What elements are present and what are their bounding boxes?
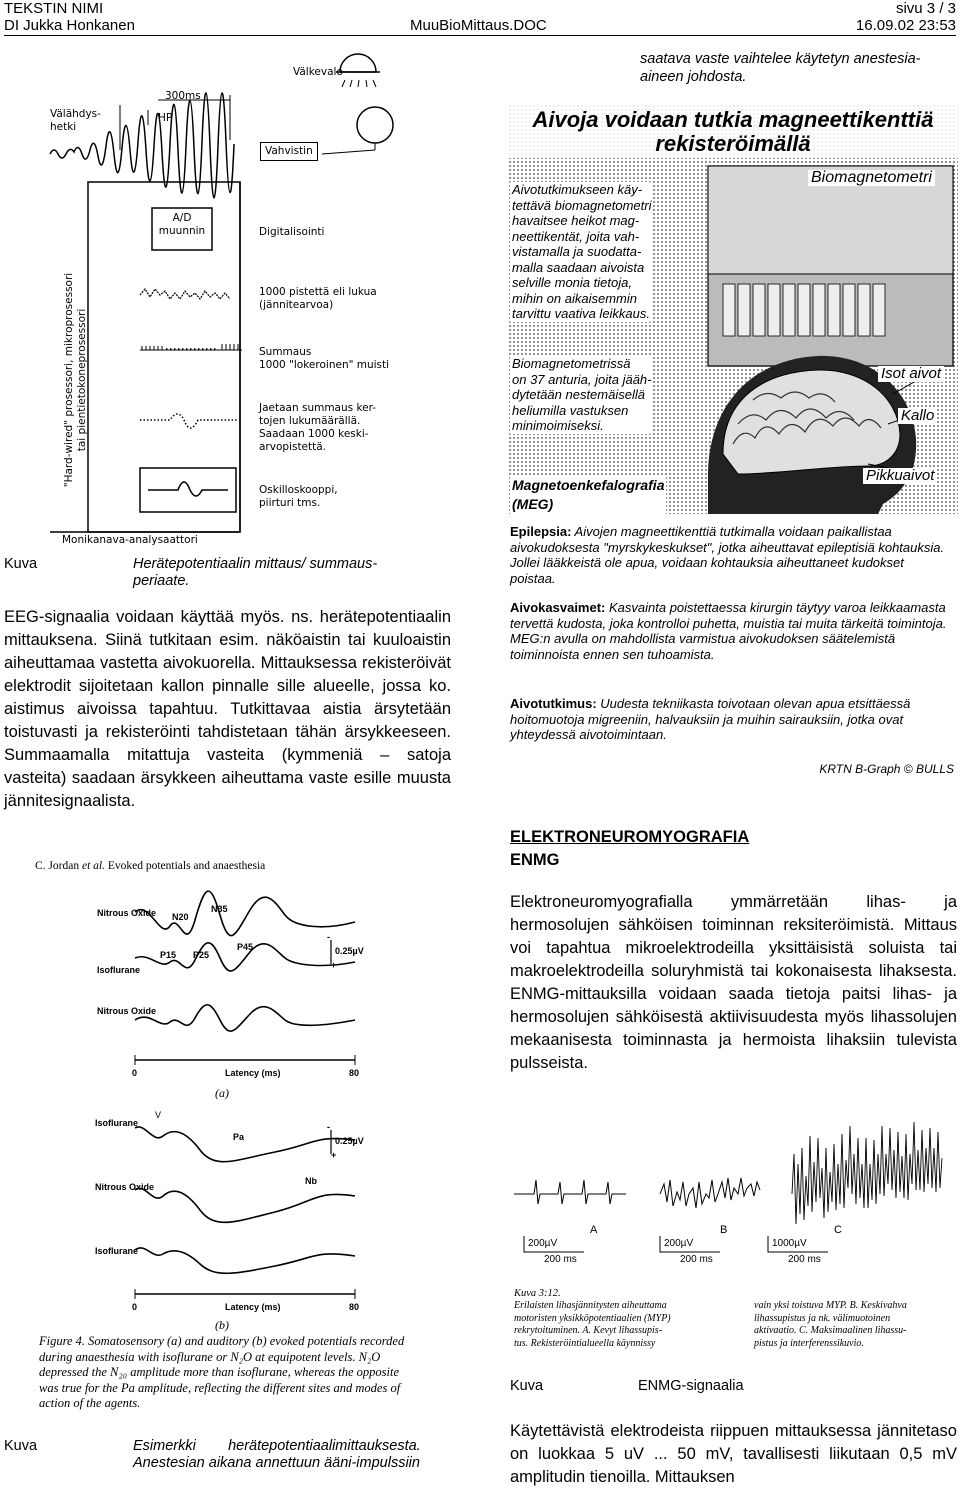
meg-credit: KRTN B-Graph © BULLS bbox=[819, 762, 954, 776]
caption3-text: ENMG-signaalia bbox=[638, 1378, 744, 1394]
peak-n35: N35 bbox=[211, 904, 228, 914]
peak-p15: P15 bbox=[160, 950, 177, 960]
header-rule bbox=[4, 35, 956, 36]
pikkuaivot-label: Pikkuaivot bbox=[863, 468, 937, 484]
kallo-label: Kallo bbox=[898, 408, 937, 424]
a-x0: 0 bbox=[132, 1068, 138, 1078]
peak-p45: P45 bbox=[237, 942, 254, 952]
division-label: Jaetaan summaus ker- tojen lukumäärällä. Saadaan 1000 keski- arvopistettä. bbox=[259, 402, 377, 453]
b-label-2: Nitrous Oxide bbox=[95, 1182, 155, 1192]
emg-caption-right: vain yksi toistuva MYP. B. Keskivahva lihassupistus ja nk. välimuotoinen aktivaatio. C. Maksimaalinen lihassu- pistus ja interferenssikuvio. bbox=[754, 1300, 907, 1349]
b-tag: (b) bbox=[215, 1318, 229, 1332]
enmg-paragraph: Elektroneuromyografialla ymmärretään lihas- ja hermosolujen sähköisen toiminnan reksiteröimistä. Mittaus voi tapahtua mikroelektrodeilla yksittäisistä soluista tai makroelektrodeilla soluryhmistä tai kokonaisesta lihaksesta. ENMG-mittauksilla voidaan saada tietoja paitsi lihas- ja hermosolujen sähköisestä aktiivisuudesta myös lihassolujen mekaanisesta toiminnasta ja hermoista lihaksiin tulevista pulsseista. bbox=[510, 893, 957, 1072]
eeg-paragraph: EEG-signaalia voidaan käyttää myös. ns. herätepotentiaalin mittauksena. Siinä tutkitaan esim. näköaistin tai kuuloaistin aiheuttamaa vastetta aivokuorella. Mittauksessa rekisteröivät elektrodit sijoitetaan kallon pinnalle sille alueelle, jossa ko. aistimus aivoissa tapahtuu. Tutkittavaa aistia ärsytetään toistuvasti ja rekisteröinti tahdistetaan tähän ärsykkeeseen. Summaamalla mitattuja vasteita (kymmeniä – satoja vasteita) saadaan ärsykkeen aiheuttama vaste esille muusta jännitesignaalista. bbox=[4, 608, 451, 810]
b-minus: - bbox=[327, 1122, 330, 1132]
meg-infographic bbox=[508, 104, 958, 776]
meg-research: Aivotutkimus: Uudesta tekniikasta toivotaan olevan apua etsittäessä hoitomuotoja migreeniin, halvauksiin ja muihin sairauksiin, jotka ovat yhteydessä aivotoimintaan. bbox=[510, 696, 911, 742]
stimulus-time-label: Välähdys- hetki bbox=[50, 108, 101, 133]
emg-caption-title: Kuva 3:12. bbox=[514, 1288, 561, 1299]
a-plus: + bbox=[331, 960, 337, 970]
emg-a-label: A bbox=[590, 1224, 598, 1236]
meg-heading: Magnetoenkefalografia (MEG) bbox=[512, 477, 665, 512]
hp-label: HP bbox=[158, 112, 173, 124]
bottom-right-paragraph: Käytettävistä elektrodeista riippuen mittauksessa jännitetaso on luokkaa 5 uV ... 50 mV, tavallisesti liikutaan 0,5 mV amplitudin tienoilla. Mittauksen bbox=[510, 1422, 957, 1486]
b-plus: + bbox=[331, 1150, 337, 1160]
caption1-kuva: Kuva bbox=[4, 556, 38, 572]
journal-header: C. Jordan et al. Evoked potentials and anaesthesia bbox=[35, 860, 266, 872]
emg-b-time: 200 ms bbox=[680, 1254, 713, 1265]
meg-title: Aivoja voidaan tutkia magneettikenttiä rekisteröimällä bbox=[532, 107, 934, 156]
emg-a-time: 200 ms bbox=[544, 1254, 577, 1265]
ad-converter-label: A/D muunnin bbox=[158, 212, 206, 237]
meg-paragraph-2: Biomagnetometrissä on 37 anturia, joita jääh- dytetään nestemäisellä heliumilla vastuksen minimoimiseksi. bbox=[512, 356, 652, 433]
caption1-text: Herätepotentiaalin mittaus/ summaus- periaate. bbox=[133, 556, 378, 589]
doc-title: TEKSTIN NIMI bbox=[4, 0, 104, 17]
b-x80: 80 bbox=[349, 1302, 360, 1312]
emg-caption-left: Erilaisten lihasjännitysten aiheuttama motoristen yksikköpotentiaalien (MYP) rekrytoituminen. A. Kevyt lihassupis- tus. Rekisteröintialueella käynnissy bbox=[514, 1300, 671, 1349]
emg-traces bbox=[510, 1120, 955, 1265]
peak-nb: Nb bbox=[305, 1176, 317, 1186]
emg-c-label: C bbox=[834, 1224, 842, 1236]
summation-label: Summaus 1000 "lokeroinen" muisti bbox=[259, 346, 390, 371]
b-scale: 0.25µV bbox=[335, 1136, 364, 1146]
multichannel-analyzer-label: Monikanava-analysaattori bbox=[62, 534, 198, 546]
a-label-2: Isoflurane bbox=[97, 965, 141, 975]
a-x80: 80 bbox=[349, 1068, 360, 1078]
peak-pa: Pa bbox=[233, 1132, 245, 1142]
doc-datetime: 16.09.02 23:53 bbox=[855, 17, 956, 34]
emg-c-time: 200 ms bbox=[788, 1254, 821, 1265]
caption2-kuva: Kuva bbox=[4, 1438, 38, 1454]
b-xlabel: Latency (ms) bbox=[225, 1302, 281, 1312]
oscilloscope-label: Oskilloskooppi, piirturi tms. bbox=[259, 484, 338, 509]
emg-c-scale: 1000µV bbox=[772, 1238, 807, 1249]
biomagnetometer-label: Biomagnetometri bbox=[808, 170, 935, 186]
emg-b-scale: 200µV bbox=[664, 1238, 694, 1249]
a-scale: 0.25µV bbox=[335, 946, 364, 956]
a-tag: (a) bbox=[215, 1086, 229, 1100]
doc-filename: MuuBioMittaus.DOC bbox=[410, 17, 547, 34]
processor-vertical-label: "Hard-wired" prosessori, mikroprosessori tai pientietokoneprosessori bbox=[63, 272, 88, 488]
anaesthesia-evoked-figure bbox=[35, 860, 455, 1415]
amplifier-box: Vahvistin bbox=[260, 142, 318, 161]
doc-author: DI Jukka Honkanen bbox=[4, 17, 135, 34]
caption2-text: Esimerkki herätepotentiaalimittauksesta. Anestesian aikana annettuun ääni-impulssiin bbox=[133, 1438, 421, 1471]
b-label-3: Isoflurane bbox=[95, 1246, 139, 1256]
emg-a-scale: 200µV bbox=[528, 1238, 558, 1249]
a-label-3: Nitrous Oxide bbox=[97, 1006, 157, 1016]
peak-n20: N20 bbox=[172, 912, 189, 922]
meg-epilepsy: Epilepsia: Aivojen magneettikenttiä tutkimalla voidaan paikallistaa aivokudoksesta "myrskykeskukset", jotka aiheuttavat epileptisiä kohtauksia. Jollei lääkkeistä ole apua, voidaan kohtauksia aiheuttaneet kudokset poistaa. bbox=[510, 524, 945, 586]
points-label: 1000 pistettä eli lukua (jännitearvoa) bbox=[259, 286, 377, 311]
window-300ms-label: 300ms bbox=[165, 90, 201, 102]
meg-tumours: Aivokasvaimet: Kasvainta poistettaessa kirurgin täytyy varoa leikkaamasta tervettä kudosta, joka kontrolloi puhetta, muistia tai muita tärkeitä toimintoja. MEG:n avulla on mahdollista varmistua aivokudoksen säätelemistä toiminnoista ennen sen tuhoamista. bbox=[510, 600, 947, 662]
emg-b-label: B bbox=[720, 1224, 728, 1236]
right-top-text: saatava vaste vaihtelee käytetyn anestesia-aineen johdosta. bbox=[640, 51, 921, 85]
a-minus: - bbox=[327, 932, 330, 942]
evoked-potential-schematic bbox=[40, 50, 440, 550]
peak-p25: P25 bbox=[193, 950, 210, 960]
flash-light-label: Välkevalo bbox=[293, 66, 343, 78]
page-number: sivu 3 / 3 bbox=[895, 0, 956, 17]
isot-aivot-label: Isot aivot bbox=[878, 366, 944, 382]
caption3-kuva: Kuva bbox=[510, 1378, 544, 1394]
emg-figure bbox=[510, 1120, 955, 1375]
a-label-1: Nitrous Oxide bbox=[97, 908, 157, 918]
a-xlabel: Latency (ms) bbox=[225, 1068, 281, 1078]
figure4-caption: Figure 4. Somatosensory (a) and auditory (b) evoked potentials recorded during anaesthesia with isoflurane or N₂O at equipotent levels. N₂O depressed the N₂₀ amplitude more than isoflurane, whereas the opposite was true for the Pa amplitude, reflecting the different sites and modes of action of the agents. bbox=[39, 1334, 405, 1410]
b-x0: 0 bbox=[132, 1302, 138, 1312]
digitalization-label: Digitalisointi bbox=[259, 226, 325, 238]
enmg-heading: ELEKTRONEUROMYOGRAFIA ENMG bbox=[510, 828, 750, 869]
b-label-1: Isoflurane bbox=[95, 1118, 139, 1128]
meg-paragraph-1: Aivotutkimukseen käy- tettävä biomagnetometri havaitsee heikot mag- neettikentät, joita vah- vistamalla ja suodatta- malla saadaan aivoista selville monia tietoja, mihin on aikaisemmin tarvittu vaativa leikkaus. bbox=[512, 182, 652, 321]
peak-v: V bbox=[155, 1110, 162, 1120]
